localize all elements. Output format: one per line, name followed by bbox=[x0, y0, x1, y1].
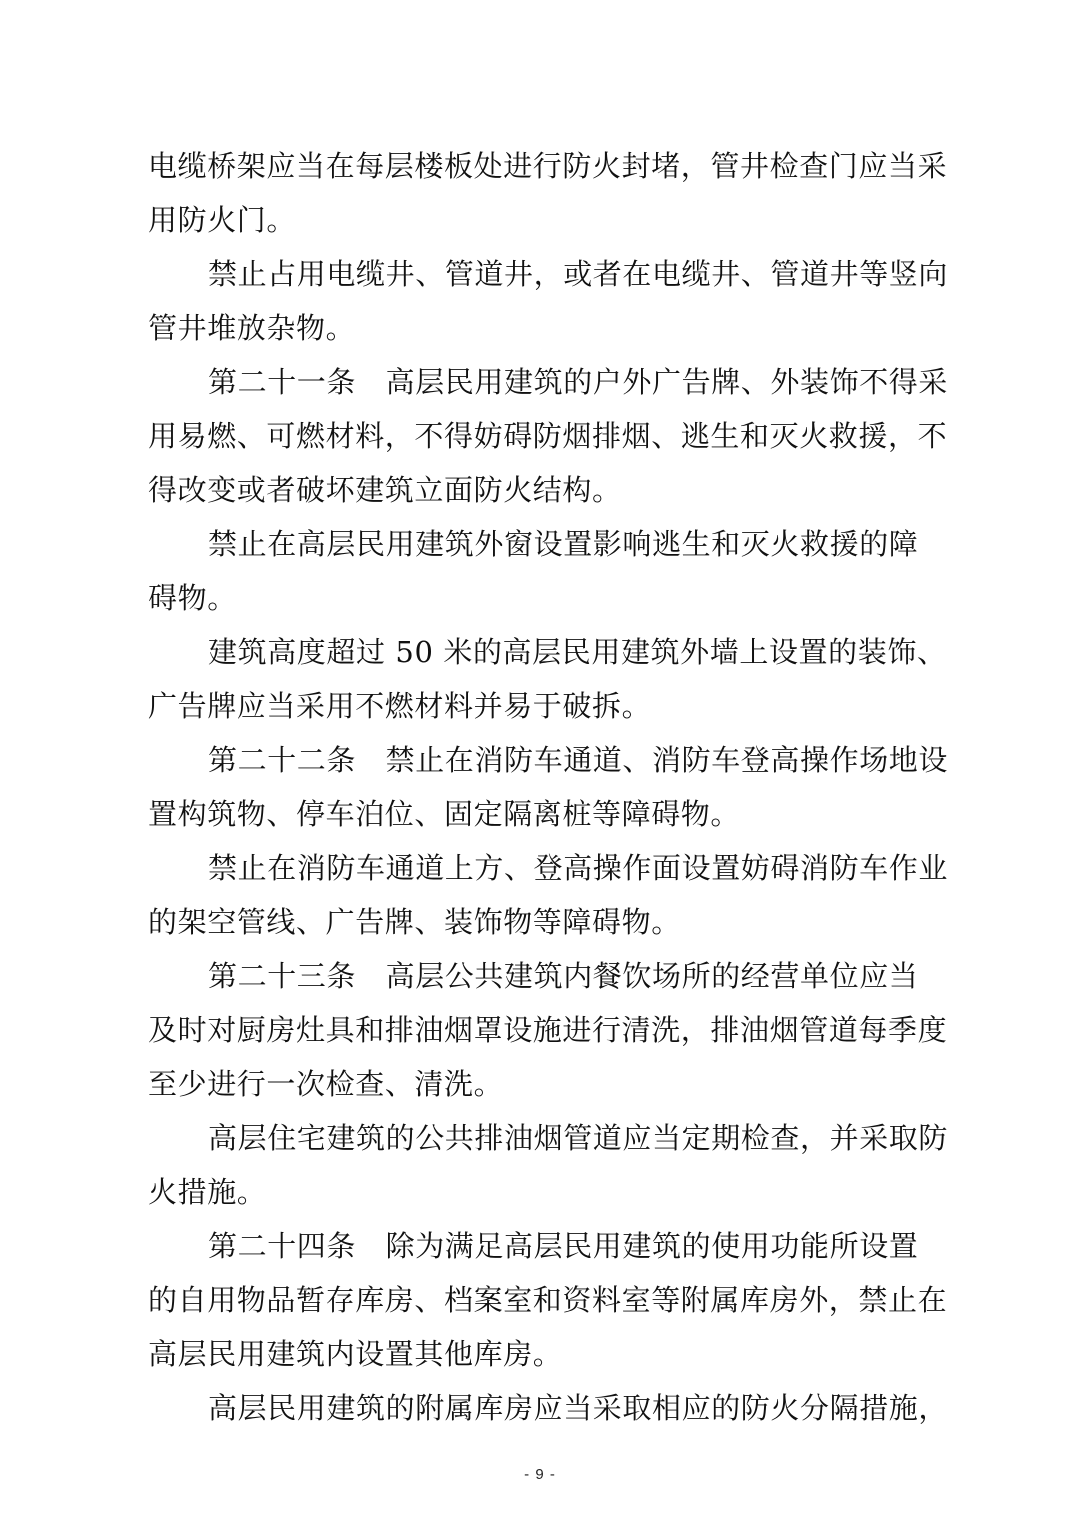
text-line: 至少进行一次检查、清洗。 bbox=[148, 1067, 504, 1101]
document-body bbox=[148, 139, 948, 1435]
text-line: 的自用物品暂存库房、档案室和资料室等附属库房外，禁止在 bbox=[148, 1283, 948, 1317]
text-line: 建筑高度超过 50 米的高层民用建筑外墙上设置的装饰、 bbox=[208, 635, 947, 669]
text-line: 禁止在高层民用建筑外窗设置影响逃生和灭火救援的障 bbox=[208, 527, 919, 561]
text-line: 电缆桥架应当在每层楼板处进行防火封堵，管井检查门应当采 bbox=[148, 149, 948, 183]
text-line: 高层住宅建筑的公共排油烟管道应当定期检查，并采取防 bbox=[208, 1121, 949, 1155]
text-line: 高层民用建筑内设置其他库房。 bbox=[148, 1337, 563, 1371]
text-line: 高层民用建筑的附属库房应当采取相应的防火分隔措施， bbox=[208, 1391, 949, 1425]
article-21-line: 第二十一条 高层民用建筑的户外广告牌、外装饰不得采 bbox=[208, 365, 949, 399]
text-line: 管井堆放杂物。 bbox=[148, 311, 356, 345]
text-line: 用易燃、可燃材料，不得妨碍防烟排烟、逃生和灭火救援，不 bbox=[148, 419, 948, 453]
page-number: - 9 - bbox=[524, 1466, 556, 1483]
text-line: 广告牌应当采用不燃材料并易于破拆。 bbox=[148, 689, 652, 723]
text-line: 碍物。 bbox=[148, 581, 237, 615]
article-23-line: 第二十三条 高层公共建筑内餐饮场所的经营单位应当 bbox=[208, 959, 919, 993]
article-22-line: 第二十二条 禁止在消防车通道、消防车登高操作场地设 bbox=[208, 743, 949, 777]
text-line: 火措施。 bbox=[148, 1175, 267, 1209]
text-line: 的架空管线、广告牌、装饰物等障碍物。 bbox=[148, 905, 681, 939]
text-line: 及时对厨房灶具和排油烟罩设施进行清洗，排油烟管道每季度 bbox=[148, 1013, 948, 1047]
text-line: 用防火门。 bbox=[148, 203, 297, 237]
text-line: 禁止占用电缆井、管道井，或者在电缆井、管道井等竖向 bbox=[208, 257, 949, 291]
text-line: 得改变或者破坏建筑立面防火结构。 bbox=[148, 473, 622, 507]
article-24-line: 第二十四条 除为满足高层民用建筑的使用功能所设置 bbox=[208, 1229, 919, 1263]
text-line: 禁止在消防车通道上方、登高操作面设置妨碍消防车作业 bbox=[208, 851, 949, 885]
text-line: 置构筑物、停车泊位、固定隔离桩等障碍物。 bbox=[148, 797, 741, 831]
